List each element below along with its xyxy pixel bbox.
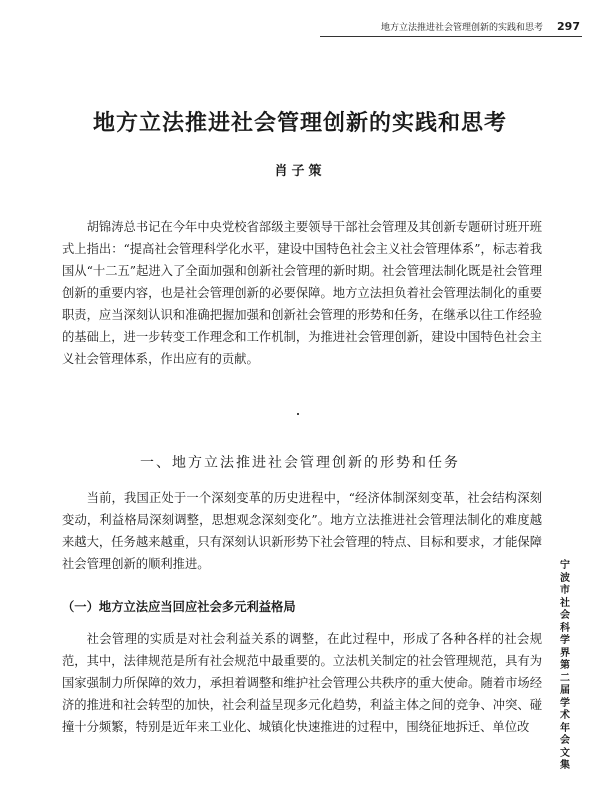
section-paragraph: 当前，我国正处于一个深刻变革的历史进程中，“经济体制深刻变革，社会结构深刻变动，利益格局深刻调整，思想观念深刻变化”。地方立法推进社会管理法制化的难度越来越大，任务越来越重，只有深刻认识新形势下社会管理的特点、目标和要求，才能保障社会管理创新的顺利推进。 [62,491,542,571]
intro-paragraph: 胡锦涛总书记在今年中央党校省部级主要领导干部社会管理及其创新专题研讨班开班式上指出：“提高社会管理科学化水平，建设中国特色社会主义社会管理体系”，标志着我国从“十二五”起进入了全面加强和创新社会管理的新时期。社会管理法制化既是社会管理创新的重要内容，也是社会管理创新的必要保障。地方立法担负着社会管理法制化的重要职责，应当深刻认识和准确把握加强和创新社会管理的形势和任务，在继承以往工作经验的基础上，进一步转变工作理念和工作机制，为推进社会管理创新，建设中国特色社会主义社会管理体系，作出应有的贡献。 [62,220,542,366]
scan-speck [297,413,299,415]
running-header [330,20,580,33]
collection-side-label: 宁波市社会科学界第二届学术年会文集 [560,560,570,771]
section-heading: 一、地方立法推进社会管理创新的形势和任务 [140,455,460,471]
header-rule [320,36,582,37]
article-title: 地方立法推进社会管理创新的实践和思考 [92,110,507,136]
running-title: 地方立法推进社会管理创新的实践和思考 [381,23,544,33]
body-paragraph: 社会管理的实质是对社会利益关系的调整，在此过程中，形成了各种各样的社会规范，其中，法律规范是所有社会规范中最重要的。立法机关制定的社会管理规范，具有为国家强制力所保障的效力，承担着调整和维护社会管理公共秩序的重大使命。随着市场经济的推进和社会转型的加快，社会利益呈现多元化趋势，利益主体之间的竞争、冲突、碰撞十分频繁，特别是近年来工业化、城镇化快速推进的过程中，围绕征地拆迁、单位改 [62,632,542,734]
subsection-heading: （一）地方立法应当回应社会多元利益格局 [62,600,296,614]
article-author: 肖子策 [274,164,326,179]
page-number: 297 [557,20,580,33]
